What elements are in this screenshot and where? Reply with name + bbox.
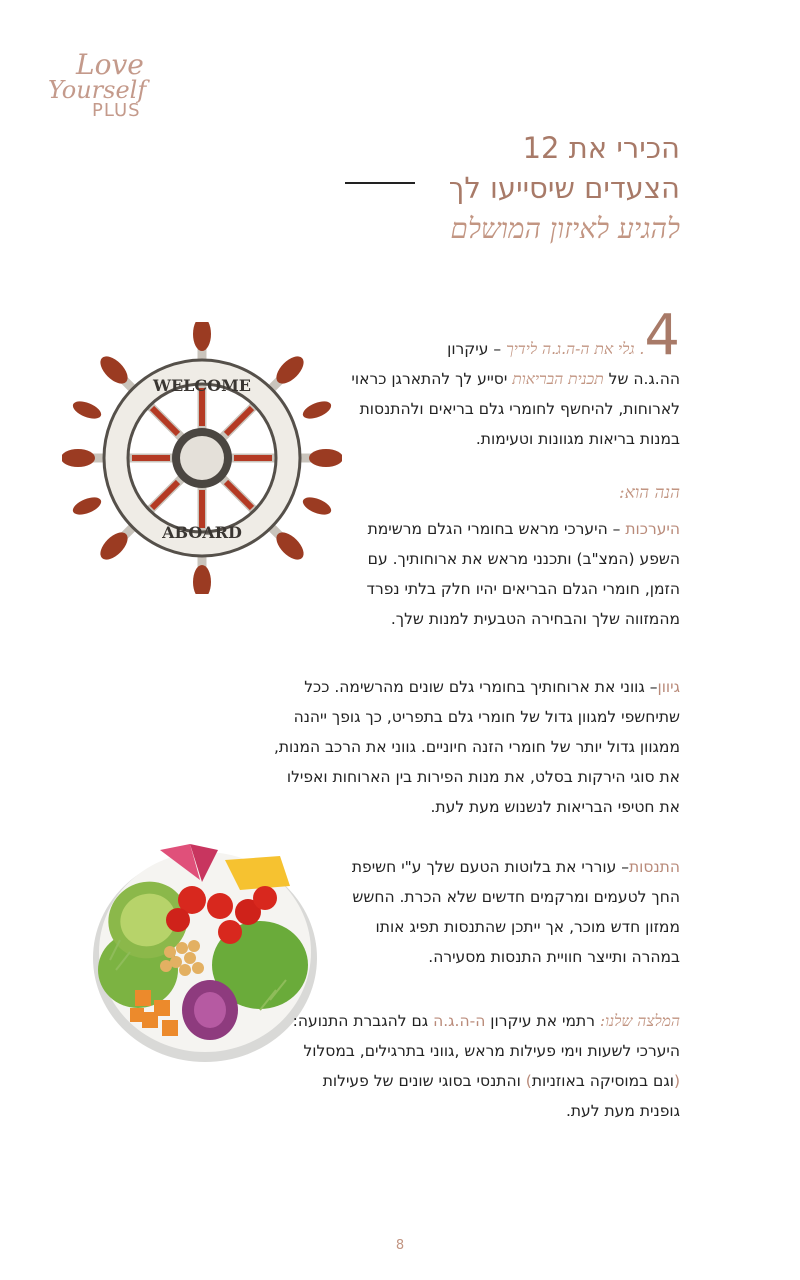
item-variety-term: גיוון [657, 678, 680, 696]
step-subheading: הנה הוא: [618, 483, 680, 503]
step-intro-a: הה.ג.ה של [603, 370, 680, 388]
step-number: 4 [644, 303, 680, 368]
step-intro-b: יסייע לך להתארגן כראוי לארוחות, להיחשף לחומרי גלם בריאים ולהתנסות במנות בריאות מגוונות וטעימות. [351, 370, 680, 448]
step-intro [350, 303, 680, 454]
item-experimentation [350, 852, 680, 972]
tip-paren-close: ) [525, 1072, 532, 1090]
logo-line-3: PLUS [92, 100, 141, 121]
title-line-2: הצעדים שיסייעו לך [448, 171, 680, 205]
tip-label: המלצה שלנו: [599, 1012, 680, 1030]
page-number: 8 [395, 1238, 405, 1253]
tip-text-c: וגם במוסיקה באוזניות [531, 1072, 674, 1090]
tip-text-a: רתמי את עיקרון [485, 1012, 600, 1030]
item-experimentation-term: התנסות [629, 858, 680, 876]
item-variety-text: – גווני את ארוחותיך בחומרי גלם שונים מהרשימה. ככל שתיחשפי למגוון גדול של חומרי גלם בתפריט, כך גופך ייהנה ממגוון גדול יותר של חומרי הזנה חיוניים. גווני את הרכב המנות, את סוגי הירקות בסלט, את מנות הפירות בין הארוחות ואפילו את חטיפי הבריאות לנשנוש מעת לעת. [273, 678, 680, 816]
logo-line-2: Yourself [48, 76, 147, 104]
item-preparation [350, 514, 680, 634]
ship-wheel-illustration [62, 322, 342, 594]
item-preparation-term: היערכות [625, 520, 680, 538]
item-experimentation-text: – עוררי את בלוטות הטעם שלך ע"י חשיפת החך לטעמים ומרקמים חדשים שלא הכרת. החשש ממזון חדש מוכר, אך ייתכן שהתנסות תפיג אותו במהרה ותייצר חוויית התנסות מסעירה. [351, 858, 680, 966]
tip-paragraph [280, 1006, 680, 1126]
wheel-sign-bottom: ABOARD [162, 523, 242, 542]
wheel-sign-top: WELCOME [153, 376, 251, 395]
title-divider [345, 182, 415, 184]
tip-text-b: גם להגברת התנועה: היערכי לשעות וימי פעילות מראש ,גווני בתרגילים, במסלול [292, 1012, 680, 1060]
step-intro-link: תכנית הבריאות [512, 370, 604, 388]
step-heading-dash: – עיקרון [447, 340, 507, 358]
item-preparation-text: – היערכי מראש בחומרי הגלם מרשימת השפע (המצ"ב) ותכנני מראש את ארוחותיך. עם הזמן, חומרי הגלם הבריאים יהיו חלק בלתי נפרד מהמזווה שלך והבחירה הטבעית למנות שלך. [366, 520, 680, 628]
logo-line-1: Love [76, 48, 144, 81]
title-line-1: הכירי את 12 [522, 131, 680, 165]
tip-text-d: והתנסי בסוגי שונים של פעילות גופנית מעת לעת. [322, 1072, 680, 1120]
tip-highlight: ה-ה.ג.ה [433, 1012, 486, 1030]
page-title [260, 128, 680, 250]
title-line-3: להגיע לאיזון המושלם [450, 212, 680, 245]
tip-paren-open: ( [673, 1072, 680, 1090]
item-variety [270, 672, 680, 822]
step-heading: . גלי את ה-ה.ג.ה לידיך [506, 340, 645, 358]
logo [48, 48, 158, 126]
